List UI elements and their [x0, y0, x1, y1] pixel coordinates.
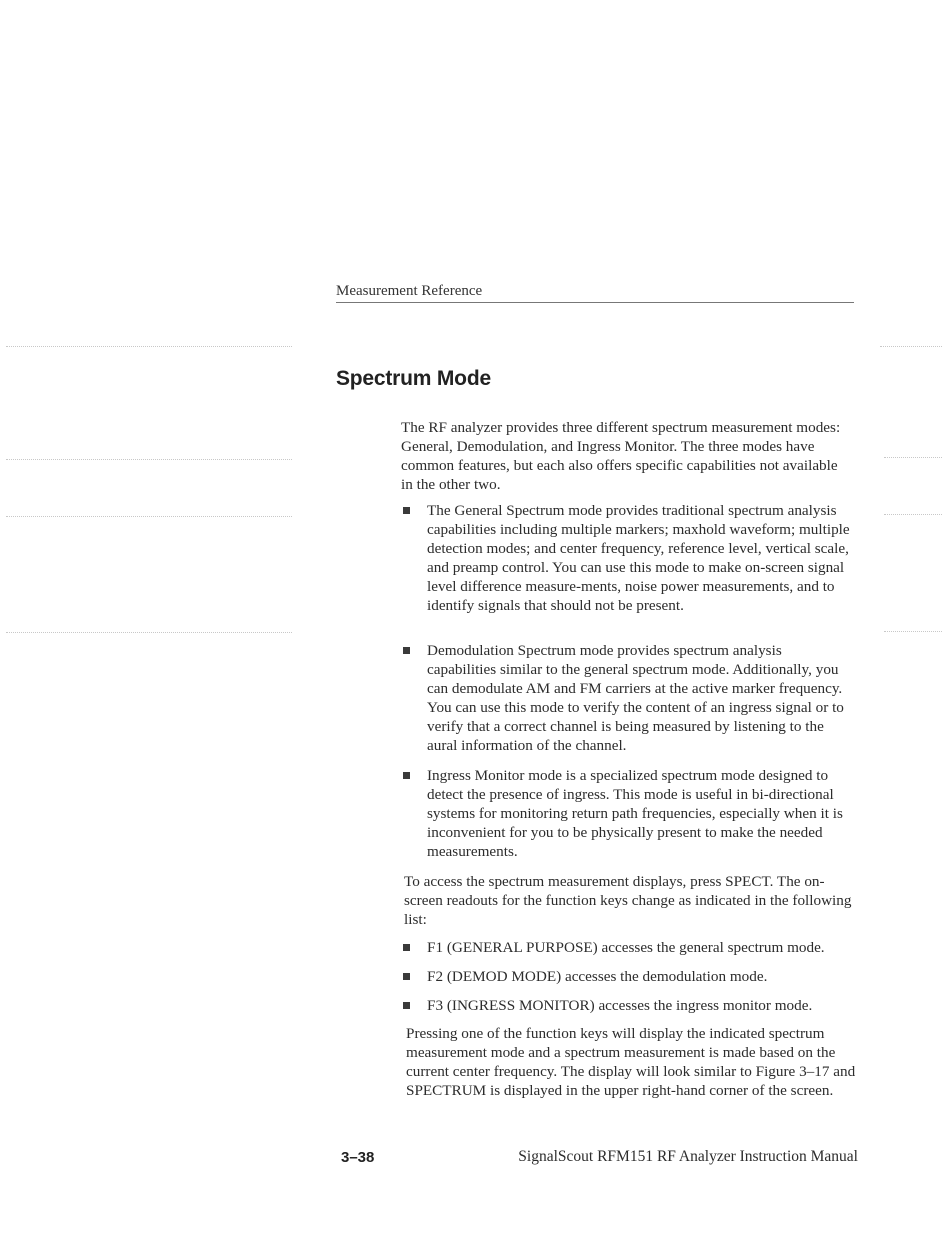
bullet-square-icon: [403, 1002, 410, 1009]
manual-title: SignalScout RFM151 RF Analyzer Instruction Manual: [518, 1148, 858, 1165]
section-title: Spectrum Mode: [336, 367, 491, 390]
intro-paragraph: The RF analyzer provides three different spectrum measurement modes: General, Demodulation, and Ingress Monitor. The three modes have common features, but each also offers specific capabilities not available in the other two.: [401, 419, 841, 493]
bullet-text: Ingress Monitor mode is a specialized spectrum mode designed to detect the presence of ingress. This mode is useful in bi-directional systems for monitoring return path frequencies, especially when it is inconvenient for you to be physically present to make the needed measurements.: [427, 767, 843, 860]
margin-scan-line: [884, 457, 942, 458]
bullet-text: The General Spectrum mode provides traditional spectrum analysis capabilities including multiple markers; maxhold waveform; multiple detection modes; and center frequency, reference level, vertical scale, and preamp control. You can use this mode to make on-screen signal level difference measure-ments, noise power measurements, and to identify signals that should not be present.: [427, 502, 850, 614]
running-header: Measurement Reference: [336, 283, 854, 303]
bullet-square-icon: [403, 772, 410, 779]
margin-scan-line: [6, 632, 292, 633]
bullet-text: F2 (DEMOD MODE) accesses the demodulation mode.: [427, 968, 768, 985]
bullet-square-icon: [403, 507, 410, 514]
bullet-square-icon: [403, 944, 410, 951]
margin-scan-line: [6, 459, 292, 460]
margin-scan-line: [884, 631, 942, 632]
margin-scan-line: [880, 346, 942, 347]
bullet-square-icon: [403, 647, 410, 654]
bullet-square-icon: [403, 973, 410, 980]
margin-scan-line: [6, 516, 292, 517]
closing-paragraph: Pressing one of the function keys will display the indicated spectrum measurement mode and a spectrum measurement is made based on the current center frequency. The display will look similar to Figure 3–17 and SPECTRUM is displayed in the upper right-hand corner of the screen.: [406, 1025, 856, 1099]
access-paragraph: To access the spectrum measurement displays, press SPECT. The on-screen readouts for the function keys change as indicated in the following list:: [404, 873, 852, 928]
margin-scan-line: [884, 514, 942, 515]
page-number: 3–38: [341, 1149, 375, 1166]
bullet-text: F3 (INGRESS MONITOR) accesses the ingress monitor mode.: [427, 997, 813, 1014]
bullet-text: Demodulation Spectrum mode provides spectrum analysis capabilities similar to the general spectrum mode. Additionally, you can demodulate AM and FM carriers at the active marker frequency. You can use this mode to verify the content of an ingress signal or to verify that a correct channel is being measured by listening to the aural information of the channel.: [427, 642, 844, 754]
margin-scan-line: [6, 346, 292, 347]
bullet-text: F1 (GENERAL PURPOSE) accesses the general spectrum mode.: [427, 939, 825, 956]
